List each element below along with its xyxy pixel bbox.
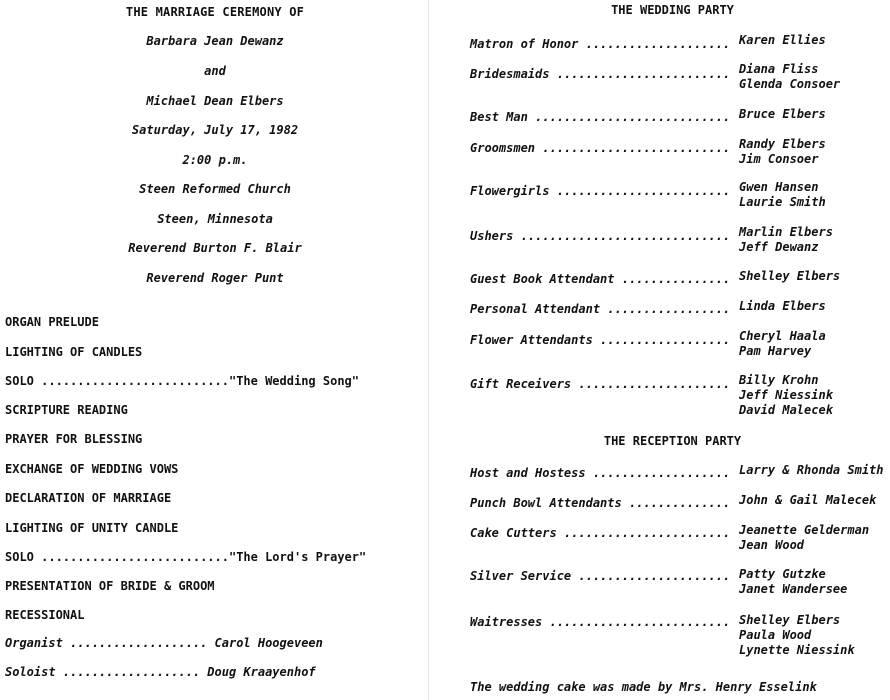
- party-names: [739, 180, 826, 210]
- reception-names: [739, 523, 869, 553]
- party-role: Ushers .............................: [470, 229, 731, 243]
- party-member: Marlin Elbers: [739, 225, 833, 239]
- party-member: Jim Consoer: [739, 152, 819, 166]
- reception-member: Shelley Elbers: [739, 613, 841, 627]
- reception-member: John & Gail Malecek: [739, 493, 877, 507]
- party-member: Karen Ellies: [739, 33, 826, 47]
- party-role: Gift Receivers .....................: [470, 377, 731, 391]
- party-names: [739, 62, 840, 92]
- party-member: Randy Elbers: [739, 137, 826, 151]
- party-names: [739, 269, 840, 284]
- party-role: Best Man ...........................: [470, 110, 731, 124]
- party-member: Glenda Consoer: [739, 77, 841, 91]
- reception-role: Host and Hostess ...................: [470, 466, 731, 480]
- program-item: ORGAN PRELUDE: [5, 315, 99, 329]
- reception-member: Paula Wood: [739, 628, 812, 642]
- church-location: Steen, Minnesota: [157, 212, 273, 226]
- program-item: SOLO .........................."The Wedding Song": [5, 374, 360, 388]
- reception-member: Lynette Niessink: [739, 643, 855, 657]
- party-member: Shelley Elbers: [739, 269, 841, 283]
- officiant-2: Reverend Roger Punt: [146, 271, 284, 285]
- reception-role: Silver Service .....................: [470, 569, 731, 583]
- ceremony-column: [0, 0, 430, 700]
- party-role: Bridesmaids ........................: [470, 67, 731, 81]
- reception-names: [739, 493, 876, 508]
- church-name: Steen Reformed Church: [139, 182, 291, 196]
- party-member: Diana Fliss: [739, 62, 819, 76]
- party-role: Flowergirls ........................: [470, 184, 731, 198]
- wedding-party-title: THE WEDDING PARTY: [611, 3, 734, 17]
- party-column: [455, 0, 890, 700]
- party-role: Matron of Honor ....................: [470, 37, 731, 51]
- party-member: Gwen Hansen: [739, 180, 819, 194]
- party-names: [739, 373, 833, 418]
- reception-member: Patty Gutzke: [739, 567, 826, 581]
- soloist-line: Soloist ................... Doug Kraayenhof: [5, 665, 316, 679]
- party-names: [739, 33, 826, 48]
- party-member: Pam Harvey: [739, 344, 812, 358]
- program-item: LIGHTING OF CANDLES: [5, 345, 143, 359]
- program-item: RECESSIONAL: [5, 608, 85, 622]
- officiant-1: Reverend Burton F. Blair: [128, 241, 302, 255]
- reception-role: Cake Cutters .......................: [470, 526, 731, 540]
- reception-role: Waitresses .........................: [470, 615, 731, 629]
- party-role: Personal Attendant .................: [470, 302, 731, 316]
- reception-names: [739, 463, 884, 478]
- party-names: [739, 329, 826, 359]
- groom-name: Michael Dean Elbers: [146, 94, 284, 108]
- cake-credit: The wedding cake was made by Mrs. Henry Esselink: [470, 680, 817, 694]
- party-names: [739, 225, 833, 255]
- reception-member: Jean Wood: [739, 538, 805, 552]
- party-member: Linda Elbers: [739, 299, 826, 313]
- reception-names: [739, 567, 847, 597]
- program-item: SCRIPTURE READING: [5, 403, 128, 417]
- reception-member: Janet Wandersee: [739, 582, 848, 596]
- program-item: LIGHTING OF UNITY CANDLE: [5, 521, 179, 535]
- party-member: Billy Krohn: [739, 373, 819, 387]
- party-member: Bruce Elbers: [739, 107, 826, 121]
- party-member: David Malecek: [739, 403, 833, 417]
- ceremony-date: Saturday, July 17, 1982: [131, 123, 299, 137]
- reception-role: Punch Bowl Attendants ..............: [470, 496, 731, 510]
- program-item: SOLO .........................."The Lord's Prayer": [5, 550, 367, 564]
- party-names: [739, 299, 826, 314]
- program-item: PRESENTATION OF BRIDE & GROOM: [5, 579, 215, 593]
- reception-names: [739, 613, 855, 658]
- program-item: DECLARATION OF MARRIAGE: [5, 491, 172, 505]
- program-item: EXCHANGE OF WEDDING VOWS: [5, 462, 179, 476]
- and-text: and: [204, 64, 226, 78]
- page-fold-divider: [428, 0, 429, 700]
- party-member: Jeff Niessink: [739, 388, 833, 402]
- reception-party-title: THE RECEPTION PARTY: [603, 434, 742, 448]
- reception-member: Larry & Rhonda Smith: [739, 463, 884, 477]
- party-names: [739, 107, 826, 122]
- ceremony-time: 2:00 p.m.: [182, 153, 248, 167]
- party-member: Jeff Dewanz: [739, 240, 819, 254]
- program-item: PRAYER FOR BLESSING: [5, 432, 143, 446]
- party-member: Cheryl Haala: [739, 329, 826, 343]
- party-names: [739, 137, 826, 167]
- party-role: Guest Book Attendant ...............: [470, 272, 731, 286]
- ceremony-title: THE MARRIAGE CEREMONY OF: [125, 5, 305, 19]
- party-role: Flower Attendants ..................: [470, 333, 731, 347]
- party-member: Laurie Smith: [739, 195, 826, 209]
- bride-name: Barbara Jean Dewanz: [146, 34, 284, 48]
- reception-member: Jeanette Gelderman: [739, 523, 870, 537]
- organist-line: Organist ................... Carol Hoogeveen: [5, 636, 323, 650]
- party-role: Groomsmen ..........................: [470, 141, 731, 155]
